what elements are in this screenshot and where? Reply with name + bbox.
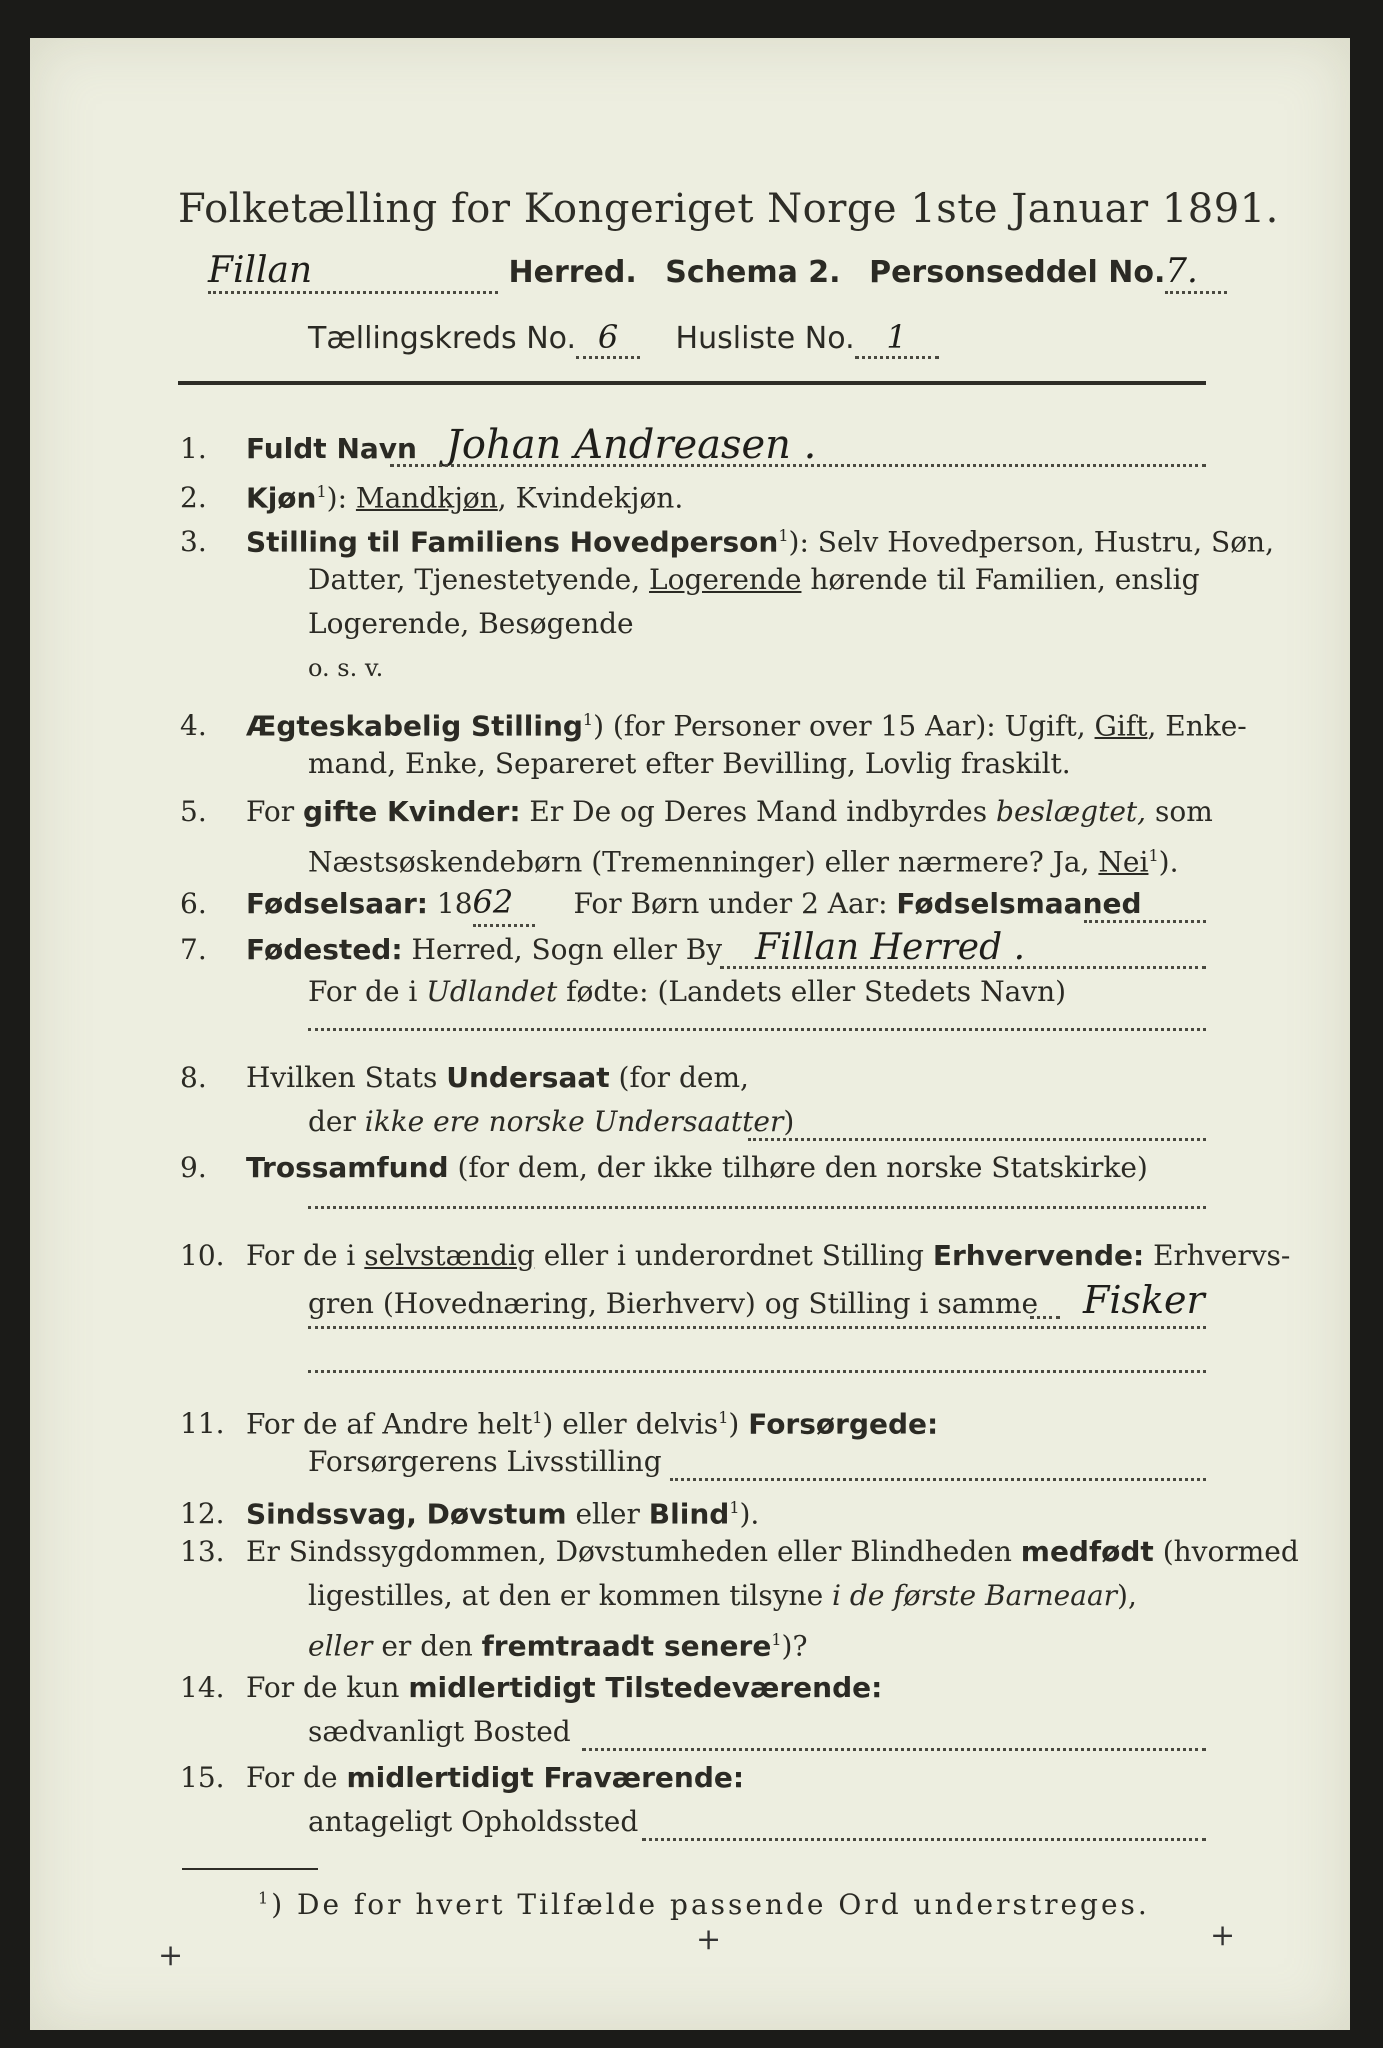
sex-label: Kjøn [246, 481, 317, 515]
item-7: 7. Fødested: Herred, Sogn eller By Fillan Herred . [180, 927, 1026, 968]
self-employed-selected: selvstændig [364, 1239, 535, 1272]
marital-status-label: Ægteskabelig Stilling [246, 709, 583, 743]
religion-line [308, 1206, 1206, 1209]
usual-residence-line [582, 1748, 1206, 1751]
item-6: 6. Fødselsaar: 1862 For Børn under 2 Aar: Fødselsmaaned [180, 880, 1142, 927]
husliste-label: Husliste No. [675, 321, 855, 356]
item-2: 2. Kjøn$^1$): Mandkjøn, Kvindekjøn. [180, 481, 684, 515]
item-11-line-2: Forsørgerens Livsstilling [308, 1445, 662, 1478]
full-name-line [390, 464, 1206, 467]
foreign-birthplace-line [308, 1028, 1206, 1031]
item-11: 11. For de af Andre helt$^1$) eller delvis$^1$) Forsørgede: [180, 1407, 939, 1441]
occupation-label: Erhvervende: [932, 1239, 1145, 1272]
disability-label: Sindssvag, Døvstum [246, 1497, 567, 1531]
personseddel-label: Personseddel No. [869, 255, 1166, 290]
registration-mark-center: + [696, 1922, 722, 1957]
herred-label: Herred. [508, 255, 637, 290]
citizenship-line [748, 1138, 1206, 1141]
full-name-label: Fuldt Navn [246, 432, 417, 465]
item-3-line-4: o. s. v. [308, 654, 384, 682]
dependents-label: Forsørgede: [748, 1407, 939, 1441]
item-5: 5. For gifte Kvinder: Er De og Deres Mand indbyrdes beslægtet, som [180, 795, 1213, 828]
occupation-extra-line-2 [308, 1370, 1206, 1373]
citizenship-label: Undersaat [446, 1061, 610, 1094]
footnote: $^1$) De for hvert Tilfælde passende Ord understreges. [258, 1888, 1150, 1921]
kreds-number: 6 [576, 318, 640, 359]
schema-label: Schema 2. [665, 255, 841, 290]
item-3: 3. Stilling til Familiens Hovedperson$^1$): Selv Hovedperson, Hustru, Søn, [180, 525, 1274, 559]
item-3-line-3: Logerende, Besøgende [308, 607, 634, 640]
personseddel-number: 7. [1165, 251, 1227, 294]
item-1: 1. Fuldt Navn Johan Andreasen . [180, 422, 817, 468]
congenital-label: medfødt [1020, 1535, 1154, 1568]
item-4-line-2: mand, Enke, Separeret efter Bevilling, Lovlig fraskilt. [308, 747, 1071, 780]
birth-month-label: Fødselsmaaned [896, 887, 1142, 920]
occupation-extra-line-1 [308, 1326, 1206, 1329]
temporary-absent-label: midlertidigt Fraværende: [346, 1761, 745, 1794]
form-title: Folketælling for Kongeriget Norge 1ste Januar 1891. [178, 186, 1279, 232]
item-10-line-2: gren (Hovednæring, Bierhverv) og Stilling i samme Fisker [308, 1278, 1205, 1322]
herred-value: Fillan [208, 250, 498, 294]
marital-status-selected: Gift [1094, 709, 1148, 743]
item-4: 4. Ægteskabelig Stilling$^1$) (for Personer over 15 Aar): Ugift, Gift, Enke- [180, 709, 1247, 743]
temporary-present-label: midlertidigt Tilstedeværende: [408, 1671, 883, 1704]
related-selected: Nei [1098, 845, 1149, 879]
probable-residence-line [642, 1838, 1206, 1841]
kreds-line [308, 318, 939, 359]
full-name-value: Johan Andreasen . [445, 422, 817, 468]
birth-year-value: 62 [473, 880, 535, 927]
item-14-line-2: sædvanligt Bosted [308, 1715, 571, 1748]
registration-mark-left: + [158, 1938, 184, 1973]
birthplace-line [720, 966, 1206, 969]
item-13: 13. Er Sindssygdommen, Døvstumheden eller Blindheden medfødt (hvormed [180, 1535, 1299, 1568]
kreds-label: Tællingskreds No. [308, 321, 576, 356]
occupation-value: Fisker [1083, 1278, 1205, 1322]
item-8-line-2: der ikke ere norske Undersaatter) [308, 1105, 795, 1138]
header-divider [178, 381, 1206, 385]
census-form [30, 38, 1350, 2030]
item-14: 14. For de kun midlertidigt Tilstedeværende: [180, 1671, 883, 1704]
item-5-line-2: Næstsøskendebørn (Tremenninger) eller nærmere? Ja, Nei$^1$). [308, 845, 1179, 879]
item-8: 8. Hvilken Stats Undersaat (for dem, [180, 1061, 749, 1094]
footnote-divider [182, 1868, 318, 1870]
birthplace-value: Fillan Herred . [755, 927, 1026, 968]
item-13-line-3: eller er den fremtraadt senere$^1$)? [308, 1629, 808, 1663]
sex-selected: Mandkjøn [355, 481, 498, 515]
item-7-line-2: For de i Udlandet fødte: (Landets eller Stedets Navn) [308, 975, 1067, 1008]
item-15: 15. For de midlertidigt Fraværende: [180, 1761, 745, 1794]
birth-year-label: Fødselsaar: [246, 887, 428, 920]
item-9: 9. Trossamfund (for dem, der ikke tilhøre den norske Statskirke) [180, 1151, 1148, 1184]
religion-label: Trossamfund [246, 1151, 449, 1184]
item-12: 12. Sindssvag, Døvstum eller Blind$^1$). [180, 1497, 760, 1531]
item-15-line-2: antageligt Opholdssted [308, 1805, 639, 1838]
husliste-number: 1 [855, 318, 939, 359]
item-10: 10. For de i selvstændig eller i underordnet Stilling Erhvervende: Erhvervs- [180, 1239, 1291, 1272]
registration-mark-right: + [1210, 1918, 1236, 1953]
family-position-label: Stilling til Familiens Hovedperson [246, 525, 779, 559]
birthplace-label: Fødested: [246, 933, 403, 966]
item-3-line-2: Datter, Tjenestetyende, Logerende hørende til Familien, enslig [308, 563, 1200, 596]
occupation-line [1030, 1316, 1060, 1319]
herred-line [208, 250, 1227, 294]
item-13-line-2: ligestilles, at den er kommen tilsyne i de første Barneaar), [308, 1579, 1137, 1612]
married-women-label: gifte Kvinder: [303, 795, 521, 828]
birth-month-line [1084, 920, 1206, 923]
provider-line [670, 1478, 1206, 1481]
family-position-selected: Logerende [649, 563, 802, 596]
